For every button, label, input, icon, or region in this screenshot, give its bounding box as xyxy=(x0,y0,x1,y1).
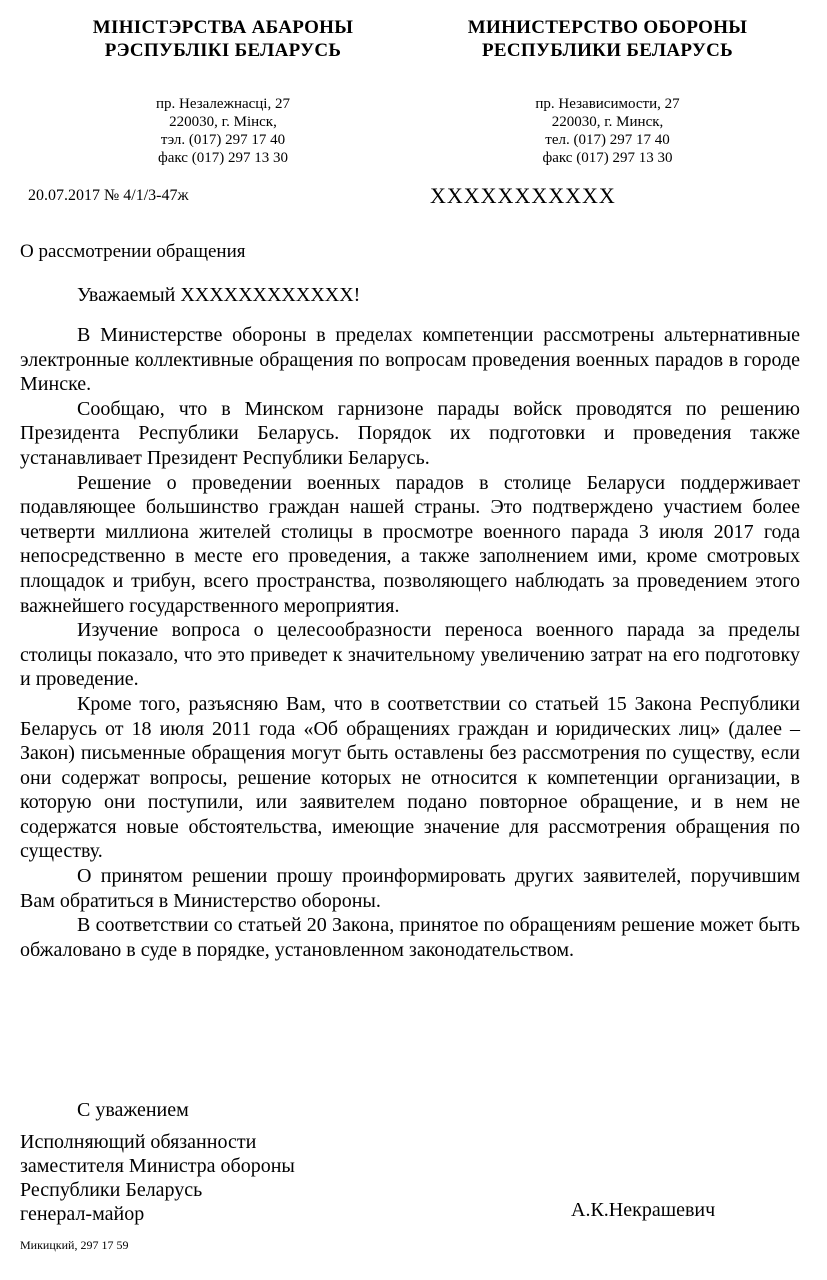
right-org-title-line1: МИНИСТЕРСТВО ОБОРОНЫ xyxy=(467,17,748,38)
letter-body xyxy=(20,323,800,962)
left-address xyxy=(118,95,328,167)
signer-position xyxy=(20,1130,295,1226)
right-org-title-line2: РЕСПУБЛИКИ БЕЛАРУСЬ xyxy=(482,40,733,61)
right-address xyxy=(500,95,715,167)
right-address-phone: тел. (017) 297 17 40 xyxy=(545,132,670,148)
salutation: Уважаемый XXXXXXXXXXXX! xyxy=(77,284,361,306)
right-address-fax: факс (017) 297 13 30 xyxy=(542,150,673,166)
paragraph-4: Изучение вопроса о целесообразности переноса военного парада за пределы столицы показало, что это приведет к значительному увеличению затрат на его подготовку и проведение. xyxy=(20,619,800,691)
paragraph-6: О принятом решении прошу проинформировать других заявителей, поручившим Вам обратиться в Министерство обороны. xyxy=(20,865,800,912)
paragraph-1: В Министерстве обороны в пределах компетенции рассмотрены альтернативные электронные коллективные обращения по вопросам проведения военных парадов в городе Минске. xyxy=(20,324,800,396)
right-address-street: пр. Независимости, 27 xyxy=(535,96,680,112)
left-org-title-line1: МІНІСТЭРСТВА АБАРОНЫ xyxy=(92,17,354,38)
recipient: XXXXXXXXXXX xyxy=(430,183,616,208)
signer-position-line3: Республики Беларусь xyxy=(20,1179,203,1201)
paragraph-3: Решение о проведении военных парадов в столице Беларуси поддерживает подавляющее большинство граждан нашей страны. Это подтверждено участием более четверти миллиона жителей столицы в просмотре военного парада 3 июля 2017 года непосредственно в месте его проведения, а также заполнением ими, кроме смотровых площадок и трибун, всего пространства, позволяющего наблюдать за проведением этого важнейшего государственного мероприятия. xyxy=(20,471,800,617)
left-org-title xyxy=(58,16,388,62)
signer-rank: генерал-майор xyxy=(20,1203,145,1225)
right-address-city: 220030, г. Минск, xyxy=(551,114,664,130)
signer-position-line1: Исполняющий обязанности xyxy=(20,1131,257,1153)
subject-line: О рассмотрении обращения xyxy=(20,241,246,262)
left-org-title-line2: РЭСПУБЛІКІ БЕЛАРУСЬ xyxy=(104,40,342,61)
paragraph-5: Кроме того, разъясняю Вам, что в соответствии со статьей 15 Закона Республики Беларусь от 18 июля 2011 года «Об обращениях граждан и юридических лиц» (далее – Закон) письменные обращения могут быть оставлены без рассмотрения по существу, если они содержат вопросы, решение которых не относится к компетенции организации, в которую они поступили, или заявителем подано повторное обращение, и в нем не содержатся новые обстоятельства, имеющие значение для рассмотрения обращения по существу. xyxy=(20,692,800,863)
executor-info: Микицкий, 297 17 59 xyxy=(20,1238,129,1252)
signer-name: А.К.Некрашевич xyxy=(571,1199,716,1221)
signer-position-line2: заместителя Министра обороны xyxy=(20,1155,295,1177)
left-address-street: пр. Незалежнасці, 27 xyxy=(156,96,290,112)
paragraph-2: Сообщаю, что в Минском гарнизоне парады войск проводятся по решению Президента Республики Беларусь. Порядок их подготовки и проведения также устанавливает Президент Республики Беларусь. xyxy=(20,397,800,469)
left-address-phone: тэл. (017) 297 17 40 xyxy=(160,132,286,148)
left-address-fax: факс (017) 297 13 30 xyxy=(158,150,288,166)
closing: С уважением xyxy=(77,1099,189,1121)
right-org-title xyxy=(440,16,775,62)
left-address-city: 220030, г. Мінск, xyxy=(169,114,277,130)
registration-number: 20.07.2017 № 4/1/3-47ж xyxy=(28,187,189,204)
paragraph-7: В соответствии со статьей 20 Закона, принятое по обращениям решение может быть обжаловано в суде в порядке, установленном законодательством. xyxy=(20,914,800,961)
